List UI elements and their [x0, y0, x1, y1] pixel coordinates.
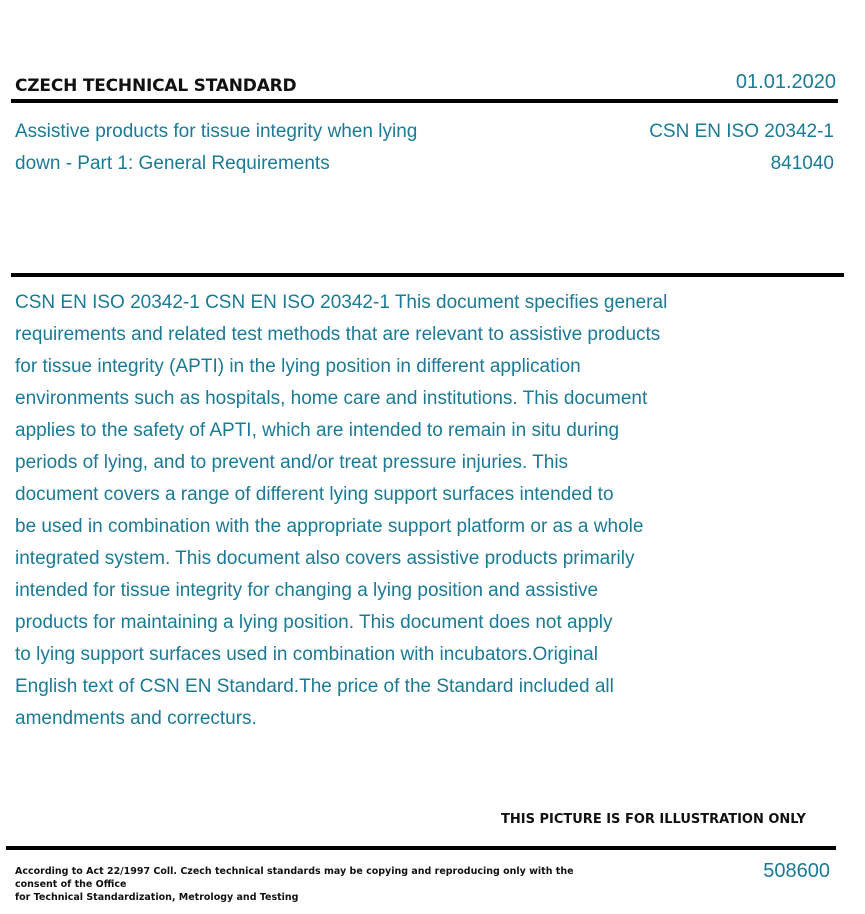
section-rule	[11, 273, 844, 277]
document-codes	[649, 116, 834, 180]
standard-label: CZECH TECHNICAL STANDARD	[15, 76, 297, 96]
classification-code: 841040	[770, 153, 834, 174]
legal-notice: According to Act 22/1997 Coll. Czech technical standards may be copying and reproducing only with the consent of the Office for Technical Standardization, Metrology and Testing	[15, 866, 574, 903]
standard-code: CSN EN ISO 20342-1	[649, 121, 834, 142]
document-number: 508600	[763, 860, 830, 882]
publication-date: 01.01.2020	[735, 71, 836, 93]
illustration-note: THIS PICTURE IS FOR ILLUSTRATION ONLY	[501, 812, 806, 827]
document-description: CSN EN ISO 20342-1 CSN EN ISO 20342-1 This document specifies general requirements and related test methods that are relevant to assistive products for tissue integrity (APTI) in the lying position in different application environments such as hospitals, home care and institutions. This document applies to the safety of APTI, which are intended to remain in situ during periods of lying, and to prevent and/or treat pressure injuries. This document covers a range of different lying support surfaces intended to be used in combination with the appropriate support platform or as a whole integrated system. This document also covers assistive products primarily intended for tissue integrity for changing a lying position and assistive products for maintaining a lying position. This document does not apply to lying support surfaces used in combination with incubators.Original English text of CSN EN Standard.The price of the Standard included all amendments and correcturs.	[15, 292, 668, 729]
document-title: Assistive products for tissue integrity when lying down - Part 1: General Requirements	[15, 121, 418, 174]
footer-rule	[6, 846, 836, 850]
header-rule	[11, 99, 838, 103]
